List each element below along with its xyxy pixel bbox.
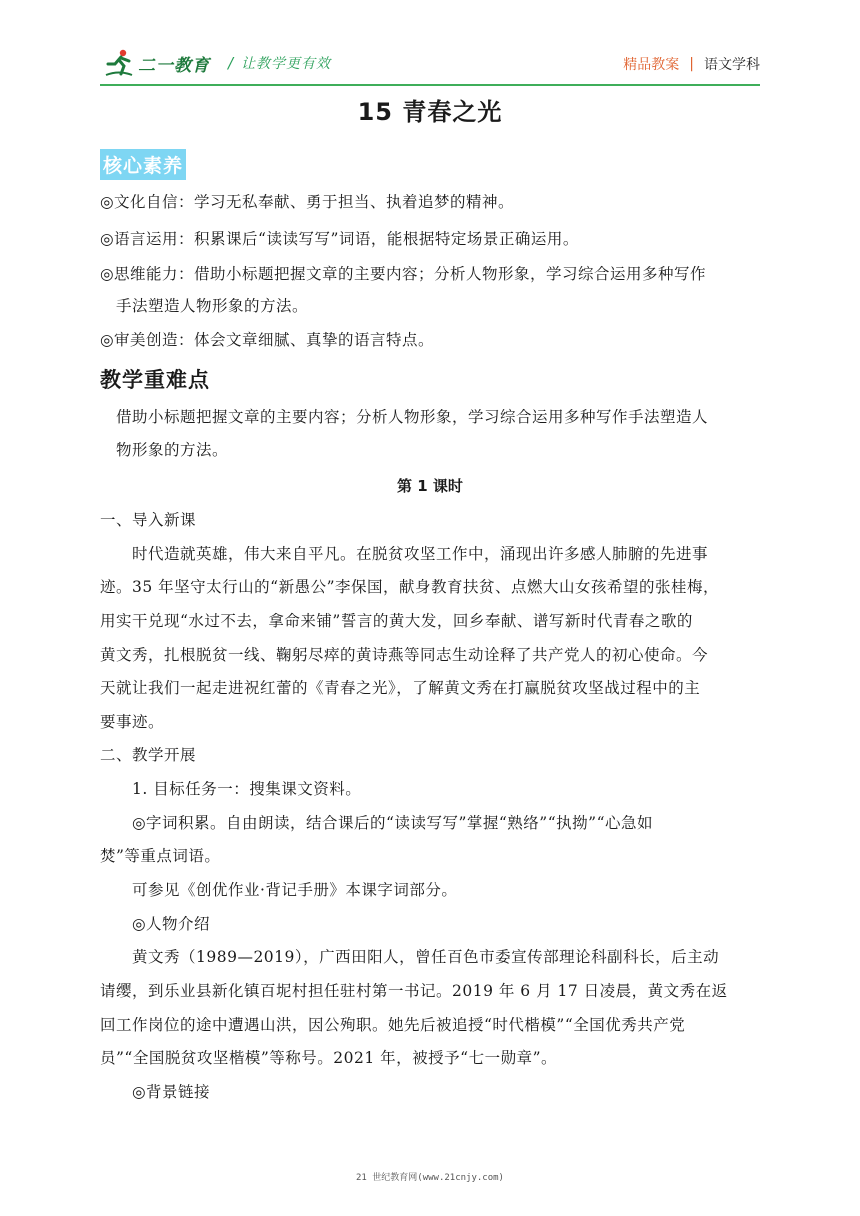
- body-line: 1. 目标任务一：搜集课文资料。: [132, 780, 362, 798]
- body-line: ◎背景链接: [132, 1083, 211, 1101]
- key-line: 物形象的方法。: [116, 441, 229, 459]
- core-line: ◎审美创造：体会文章细腻、真挚的语言特点。: [100, 331, 435, 349]
- section-heading-key: 教学重难点: [100, 368, 210, 392]
- body-line: 迹。35 年坚守太行山的“新愚公”李保国，献身教育扶贫、点燃大山女孩希望的张桂梅，: [100, 578, 720, 596]
- key-line: 借助小标题把握文章的主要内容；分析人物形象，学习综合运用多种写作手法塑造人: [116, 408, 709, 426]
- core-line: ◎文化自信：学习无私奉献、勇于担当、执着追梦的精神。: [100, 193, 515, 211]
- lesson-heading: 第 1 课时: [397, 477, 463, 495]
- body-line: 一、导入新课: [100, 511, 197, 529]
- page-title: 15 青春之光: [357, 98, 503, 126]
- body-line: 要事迹。: [100, 713, 165, 731]
- body-line: ◎字词积累。自由朗读，结合课后的“读读写写”掌握“熟络”“执拗”“心急如: [132, 814, 653, 832]
- header-divider: [100, 84, 760, 86]
- body-line: 天就让我们一起走进祝红蕾的《青春之光》，了解黄文秀在打赢脱贫攻坚战过程中的主: [100, 679, 701, 697]
- body-line: 时代造就英雄，伟大来自平凡。在脱贫攻坚工作中，涌现出许多感人肺腑的先进事: [132, 545, 709, 563]
- logo: [104, 46, 331, 80]
- body-line: 黄文秀，扎根脱贫一线、鞠躬尽瘁的黄诗燕等同志生动诠释了共产党人的初心使命。今: [100, 646, 709, 664]
- header-labels: [623, 54, 760, 74]
- running-figure-icon: [104, 48, 134, 78]
- core-line: 手法塑造人物形象的方法。: [116, 297, 309, 315]
- body-line: 可参见《创优作业·背记手册》本课字词部分。: [132, 881, 458, 899]
- body-line: 黄文秀（1989—2019），广西田阳人，曾任百色市委宣传部理论科副科长，后主动: [132, 948, 720, 966]
- body-line: 回工作岗位的途中遭遇山洪，因公殉职。她先后被追授“时代楷模”“全国优秀共产党: [100, 1016, 686, 1034]
- label-subject: 语文学科: [704, 57, 760, 73]
- body-line: 二、教学开展: [100, 746, 197, 764]
- body-line: 员”“全国脱贫攻坚楷模”等称号。2021 年，被授予“七一勋章”。: [100, 1049, 557, 1067]
- section-badge-core: 核心素养: [100, 149, 186, 180]
- body-line: 用实干兑现“水过不去，拿命来铺”誓言的黄大发，回乡奉献、谱写新时代青春之歌的: [100, 612, 693, 630]
- core-line: ◎思维能力：借助小标题把握文章的主要内容；分析人物形象，学习综合运用多种写作: [100, 265, 707, 283]
- slogan-separator: /: [228, 54, 234, 72]
- core-line: ◎语言运用：积累课后“读读写写”词语，能根据特定场景正确运用。: [100, 230, 579, 248]
- body-line: 焚”等重点词语。: [100, 847, 221, 865]
- body-line: ◎人物介绍: [132, 915, 211, 933]
- logo-text: 二一教育: [138, 55, 210, 76]
- page-footer: 21 世纪教育网(www.21cnjy.com): [356, 1173, 504, 1183]
- label-premium-lesson: 精品教案: [623, 57, 680, 73]
- slogan: 让教学更有效: [241, 56, 332, 72]
- page-header: [0, 0, 860, 90]
- label-separator: |: [689, 56, 694, 72]
- body-line: 请缨，到乐业县新化镇百坭村担任驻村第一书记。2019 年 6 月 17 日凌晨，黄文秀在返: [100, 982, 728, 1000]
